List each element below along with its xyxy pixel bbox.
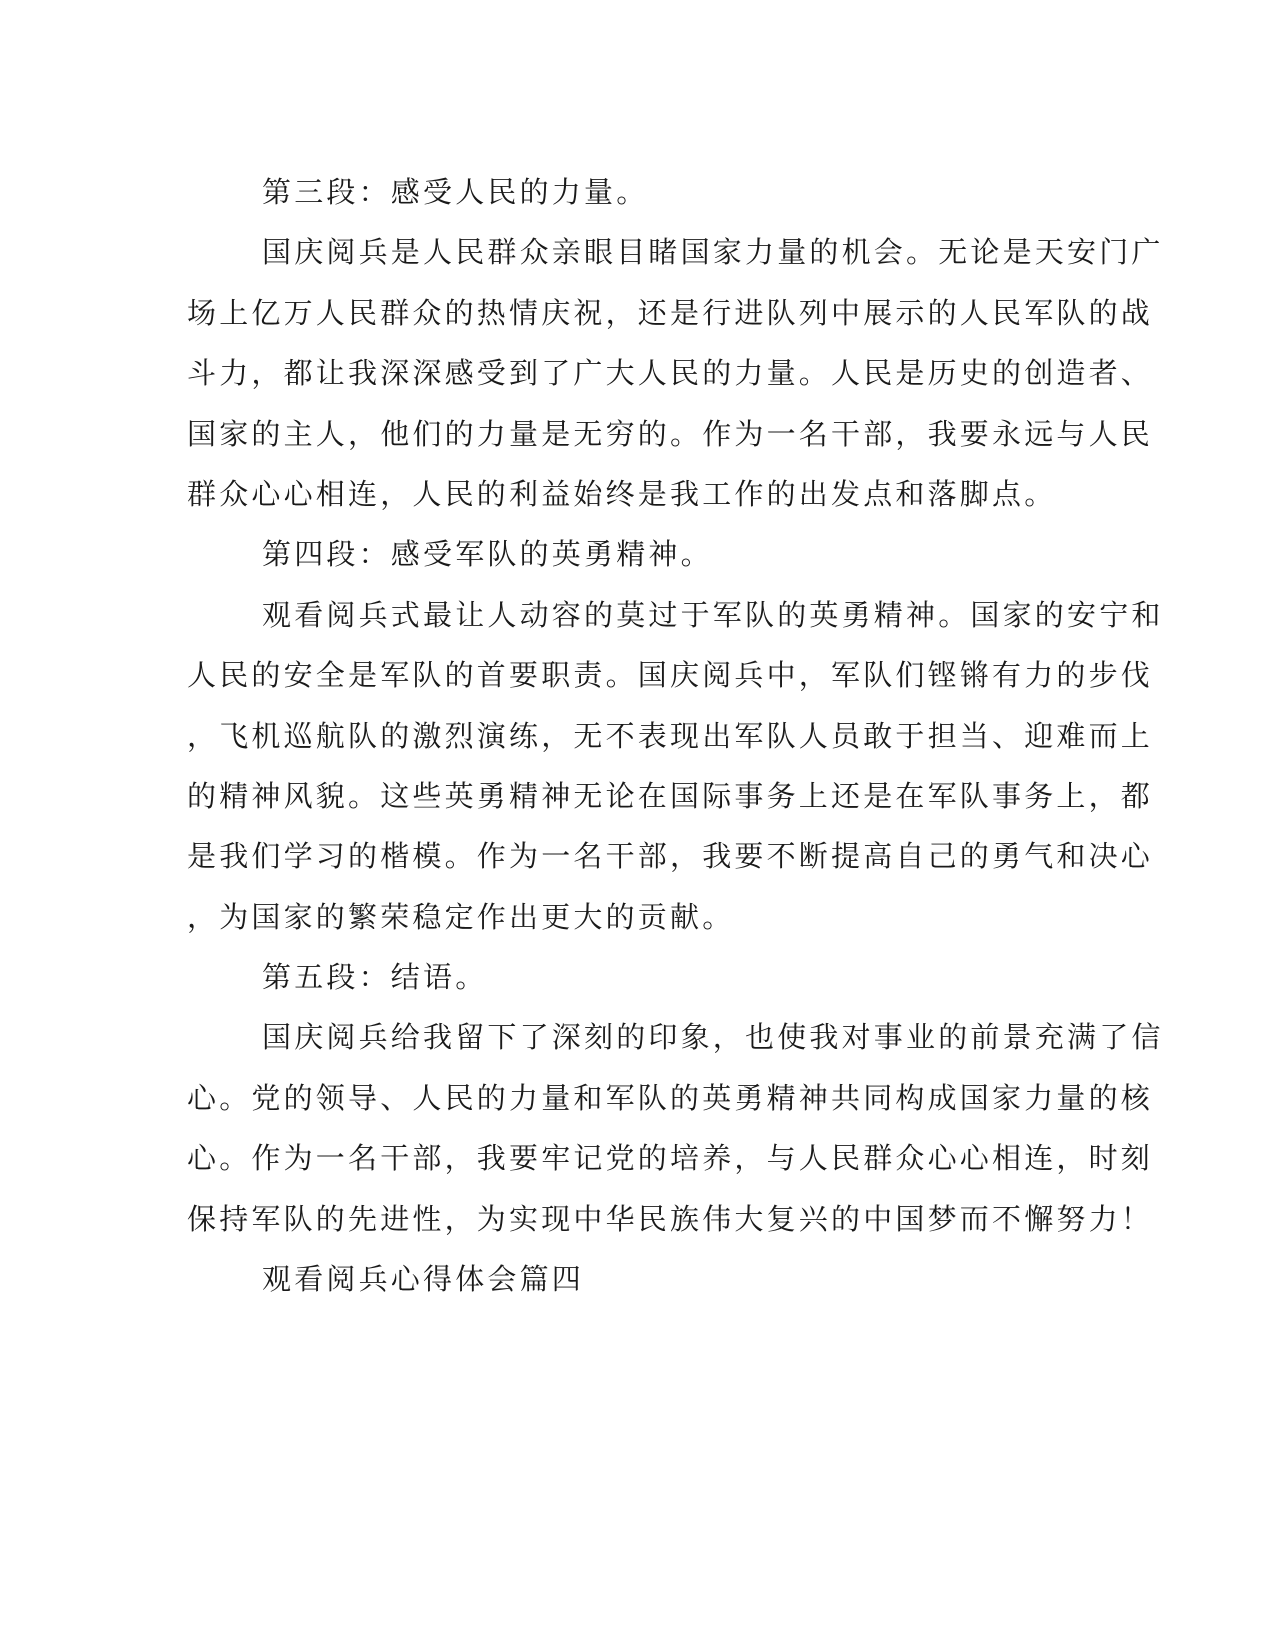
- paragraph-line: 群众心心相连，人民的利益始终是我工作的出发点和落脚点。: [187, 476, 1057, 511]
- paragraph-line: 国庆阅兵给我留下了深刻的印象，也使我对事业的前景充满了信: [262, 1020, 1164, 1055]
- paragraph-line: 是我们学习的楷模。作为一名干部，我要不断提高自己的勇气和决心: [187, 839, 1154, 874]
- paragraph-line: 斗力，都让我深深感受到了广大人民的力量。人民是历史的创造者、: [187, 356, 1154, 391]
- paragraph-line: 国家的主人，他们的力量是无穷的。作为一名干部，我要永远与人民: [187, 416, 1154, 451]
- document-body: [187, 162, 1164, 1309]
- paragraph-line: 保持军队的先进性，为实现中华民族伟大复兴的中国梦而不懈努力！: [187, 1201, 1154, 1236]
- section-heading: 第五段：结语。: [262, 960, 488, 995]
- paragraph-line: ，飞机巡航队的激烈演练，无不表现出军队人员敢于担当、迎难而上: [187, 718, 1154, 753]
- paragraph-line: ，为国家的繁荣稳定作出更大的贡献。: [187, 899, 735, 934]
- paragraph-line: 人民的安全是军队的首要职责。国庆阅兵中，军队们铿锵有力的步伐: [187, 658, 1154, 693]
- paragraph-line: 场上亿万人民群众的热情庆祝，还是行进队列中展示的人民军队的战: [187, 295, 1154, 330]
- paragraph-line: 国庆阅兵是人民群众亲眼目睹国家力量的机会。无论是天安门广: [262, 235, 1164, 270]
- paragraph-line: 心。作为一名干部，我要牢记党的培养，与人民群众心心相连，时刻: [187, 1141, 1154, 1176]
- paragraph-line: 心。党的领导、人民的力量和军队的英勇精神共同构成国家力量的核: [187, 1080, 1154, 1115]
- section-heading: 第四段：感受军队的英勇精神。: [262, 537, 713, 572]
- section-heading: 第三段：感受人民的力量。: [262, 175, 649, 209]
- paragraph-line: 观看阅兵式最让人动容的莫过于军队的英勇精神。国家的安宁和: [262, 597, 1164, 632]
- paragraph-line: 的精神风貌。这些英勇精神无论在国际事务上还是在军队事务上，都: [187, 778, 1154, 813]
- article-heading: 观看阅兵心得体会篇四: [262, 1262, 585, 1297]
